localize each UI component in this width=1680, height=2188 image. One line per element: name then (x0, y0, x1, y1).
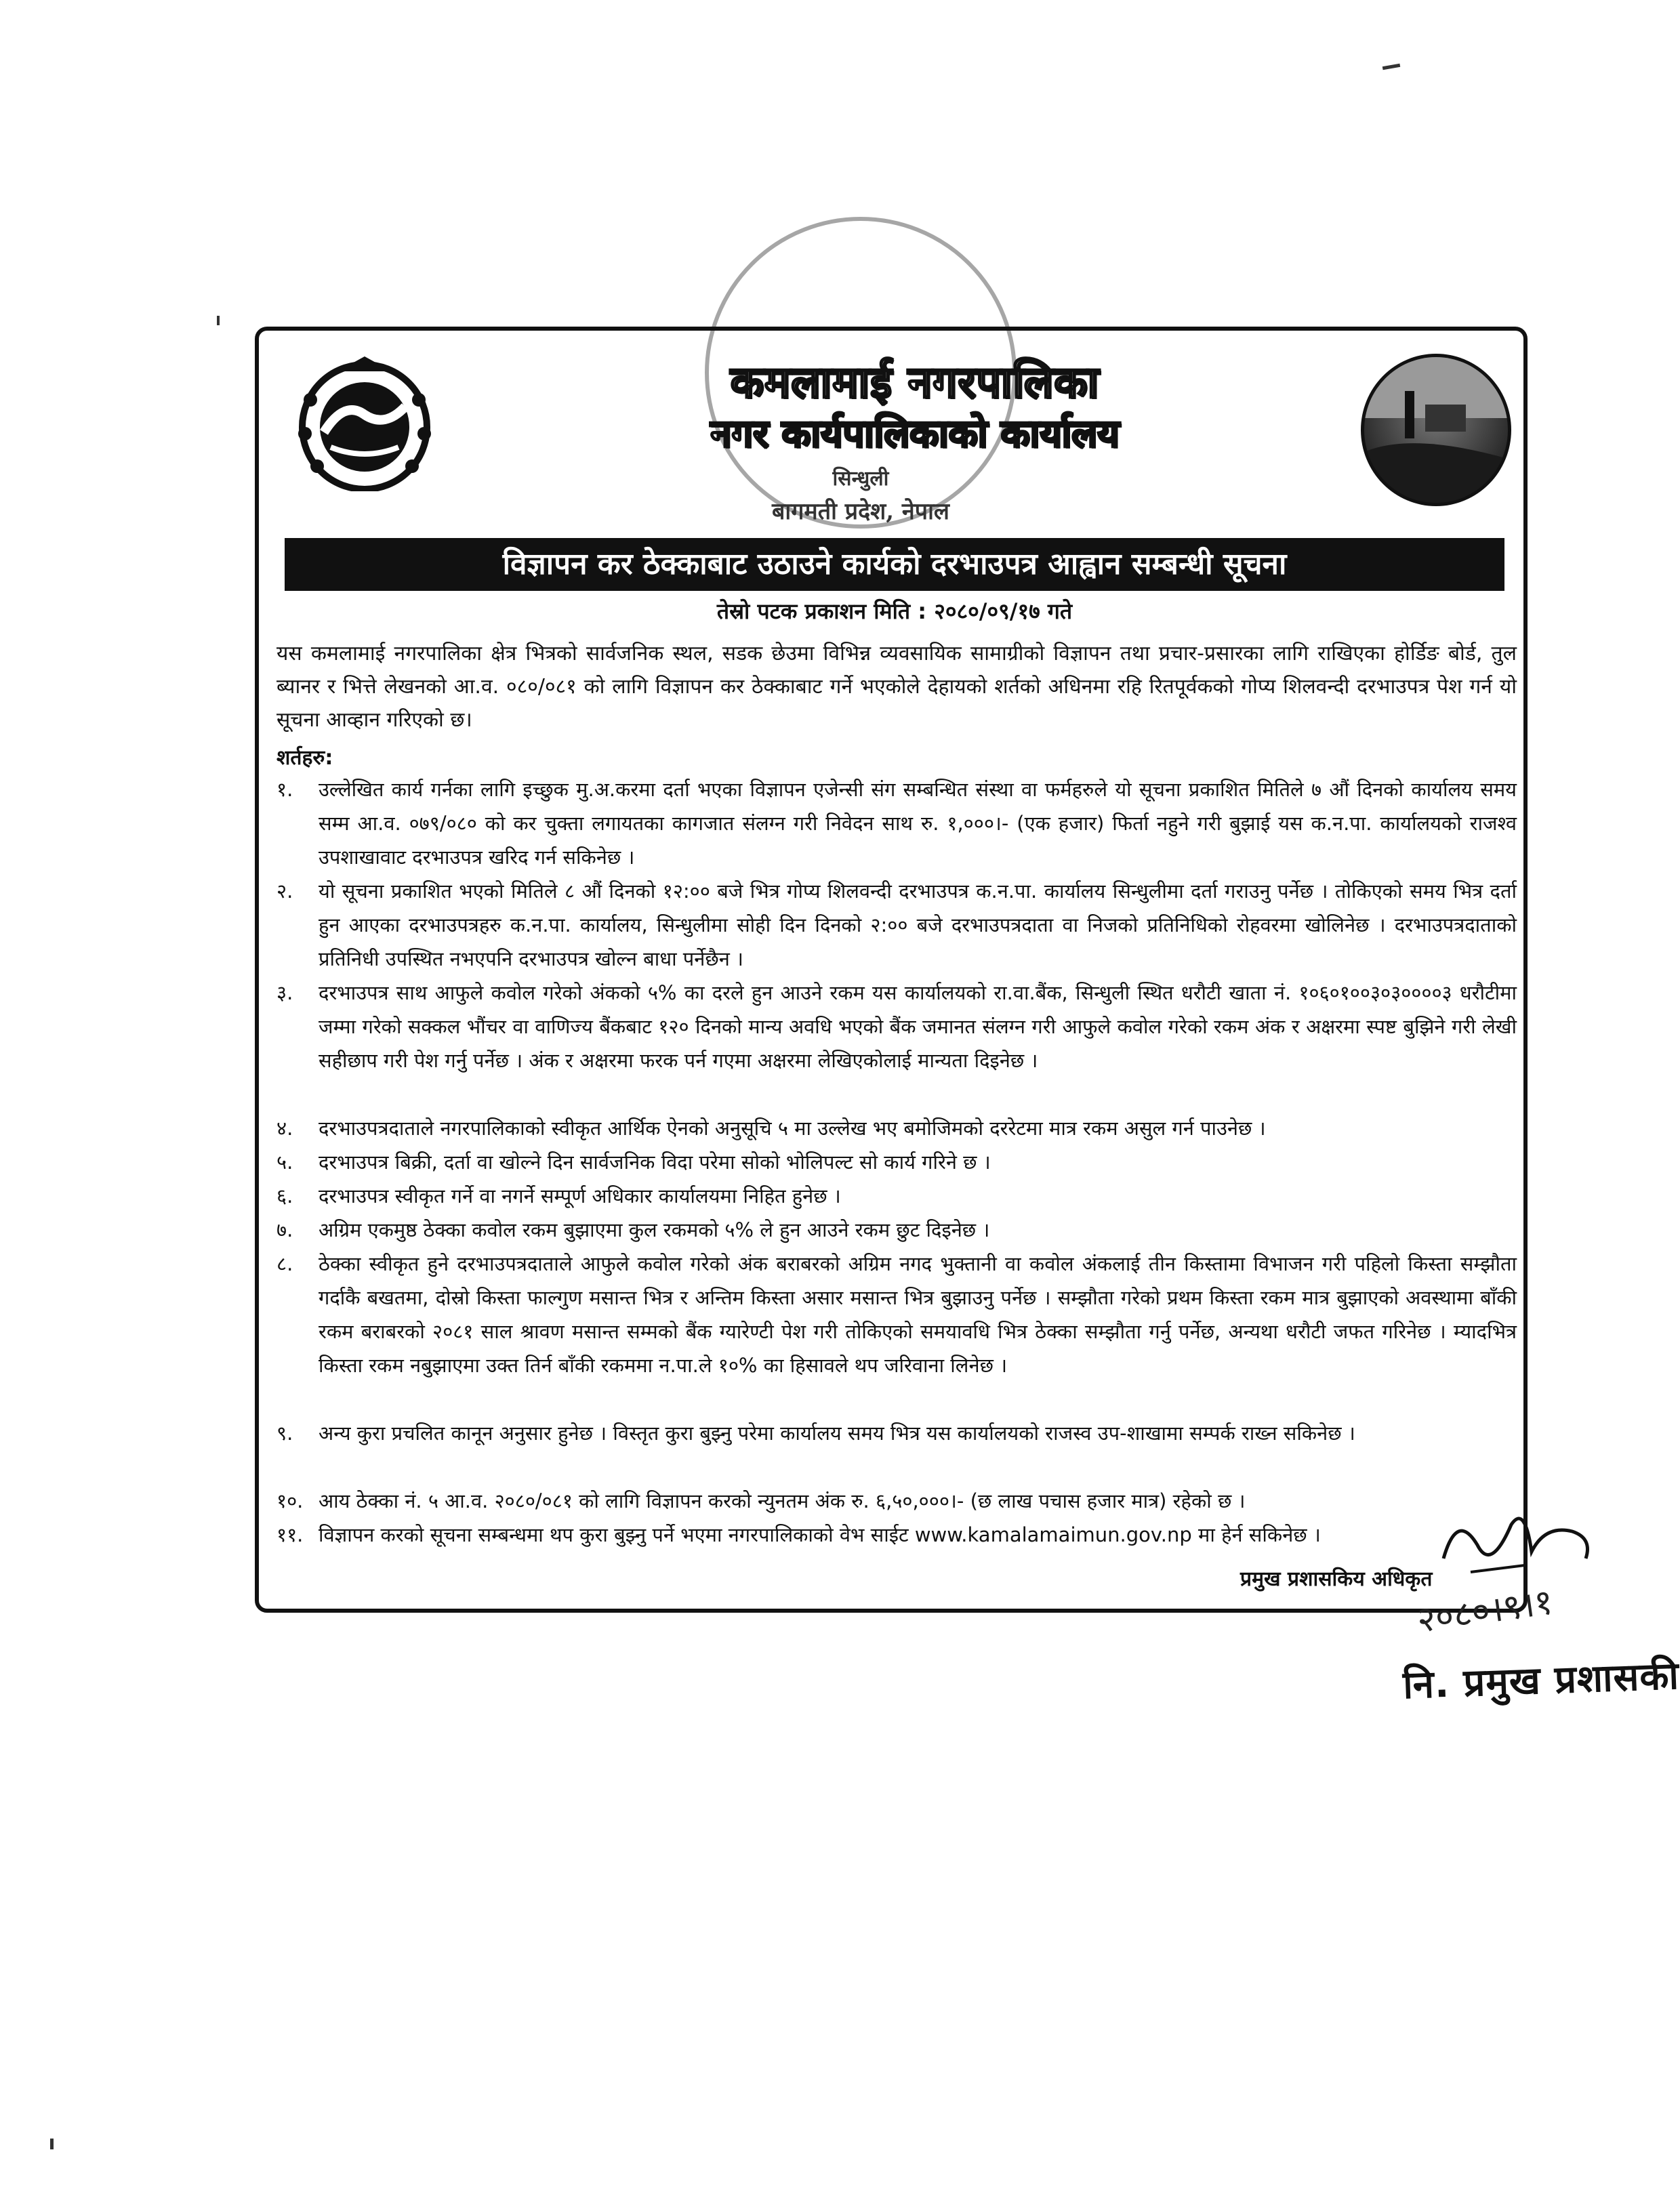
condition-number: ७. (276, 1218, 293, 1241)
condition-number: ४. (276, 1117, 293, 1140)
scan-mark (217, 316, 220, 325)
scan-mark (1382, 64, 1400, 70)
office-name: नगर कार्यपालिकाको कार्यालय (710, 412, 1120, 456)
notice-intro: यस कमलामाई नगरपालिका क्षेत्र भित्रको सार्वजनिक स्थल, सडक छेउमा विभिन्न व्यवसायिक सामाग्रीको विज्ञापन तथा प्रचार-प्रसारका लागि राखिएका होर्डिङ बोर्ड, तुल ब्यानर र भित्ते लेखनको आ.व. ०८०/०८१ को लागि विज्ञापन कर ठेक्काबाट गर्ने भएकोले देहायको शर्तको अधिनमा रहि रितपूर्वकको गोप्य शिलवन्दी दरभाउपत्र पेश गर्न यो सूचना आव्हान गरिएको छ। (276, 642, 1517, 732)
municipality-name: कमलामाई नगरपालिका (730, 358, 1100, 408)
condition-text: उल्लेखित कार्य गर्नका लागि इच्छुक मु.अ.करमा दर्ता भएका विज्ञापन एजेन्सी संग सम्बन्धित संस्था वा फर्महरुले यो सूचना प्रकाशित मितिले ७ औं दिनको कार्यालय समय सम्म आ.व. ०७९/०८० को कर चुक्ता लगायतका कागजात संलग्न गरी निवेदन साथ रु. १,०००।- (एक हजार) फिर्ता नहुने गरी बुझाई यस क.न.पा. कार्यालयको राजश्व उपशाखावाट दरभाउपत्र खरिद गर्न सकिनेछ । (319, 778, 1517, 869)
condition-item (276, 976, 1517, 1077)
condition-number: ९. (276, 1422, 293, 1445)
condition-text: दरभाउपत्रदाताले नगरपालिकाको स्वीकृत आर्थिक ऐनको अनुसूचि ५ मा उल्लेख भए बमोजिमको दररेटमा मात्र रकम असुल गर्न पाउनेछ । (319, 1117, 1266, 1140)
condition-text: यो सूचना प्रकाशित भएको मितिले ८ औं दिनको १२:०० बजे भित्र गोप्य शिलवन्दी दरभाउपत्र क.न.पा. कार्यालय सिन्धुलीमा दर्ता गराउनु पर्नेछ । तोकिएको समय भित्र दर्ता हुन आएका दरभाउपत्रहरु क.न.पा. कार्यालय, सिन्धुलीमा सोही दिन दिनको २:०० बजे दरभाउपत्रदाता वा निजको प्रतिनिधिको रोहवरमा खोलिनेछ । दरभाउपत्रदाताको प्रतिनिधी उपस्थित नभएपनि दरभाउपत्र खोल्न बाधा पर्नेछैन । (319, 880, 1517, 970)
condition-item (276, 1518, 1517, 1552)
condition-item (276, 874, 1517, 976)
scan-mark (50, 2139, 54, 2149)
condition-item (276, 1213, 1517, 1247)
province-country: बागमती प्रदेश, नेपाल (772, 498, 949, 525)
condition-text: विज्ञापन करको सूचना सम्बन्धमा थप कुरा बुझ्नु पर्ने भएमा नगरपालिकाको वेभ साईट www.kamalamaimun.gov.np मा हेर्न सकिनेछ । (319, 1523, 1321, 1546)
district-name: सिन्धुली (832, 467, 889, 491)
condition-text: दरभाउपत्र साथ आफुले कवोल गरेको अंकको ५% का दरले हुन आउने रकम यस कार्यालयको रा.वा.बैंक, सिन्धुली स्थित धरौटी खाता नं. १०६०१००३०३००००३ धरौटीमा जम्मा गरेको सक्कल भौंचर वा वाणिज्य बैंकबाट १२० दिनको मान्य अवधि भएको बैंक जमानत संलग्न गरी आफुले कवोल गरेको रकम अंक र अक्षरमा स्पष्ट बुझिने गरी लेखी सहीछाप गरी पेश गर्नु पर्नेछ । अंक र अक्षरमा फरक पर्न गएमा अक्षरमा लेखिएकोलाई मान्यता दिइनेछ । (319, 981, 1517, 1072)
condition-item (276, 1179, 1517, 1213)
condition-text: आय ठेक्का नं. ५ आ.व. २०८०/०८१ को लागि विज्ञापन करको न्युनतम अंक रु. ६,५०,०००।- (छ लाख पचास हजार मात्र) रहेको छ । (319, 1489, 1246, 1512)
condition-number: ११. (276, 1523, 304, 1546)
publication-date: तेस्रो पटक प्रकाशन मिति : २०८०/०९/१७ गते (716, 598, 1073, 624)
condition-number: ६. (276, 1184, 293, 1207)
condition-text: अन्य कुरा प्रचलित कानून अनुसार हुनेछ । विस्तृत कुरा बुझ्नु परेमा कार्यालय समय भित्र यस कार्यालयको राजस्व उप-शाखामा सम्पर्क राख्न सकिनेछ । (319, 1422, 1355, 1445)
condition-number: ५. (276, 1151, 293, 1174)
condition-item (276, 1247, 1517, 1382)
officer-title: प्रमुख प्रशासकिय अधिकृत (1240, 1567, 1433, 1591)
conditions-heading: शर्तहरु: (276, 746, 333, 770)
handwritten-date: २०८०।९।१ (1414, 1582, 1556, 1641)
condition-item (276, 772, 1517, 874)
condition-number: ३. (276, 981, 293, 1004)
condition-item (276, 1111, 1517, 1145)
notice-title: विज्ञापन कर ठेक्काबाट उठाउने कार्यको दरभाउपत्र आह्वान सम्बन्धी सूचना (285, 538, 1504, 591)
condition-item (276, 1145, 1517, 1179)
seal-text: नि. प्रमुख प्रशासकी (1402, 1653, 1680, 1708)
condition-text: दरभाउपत्र स्वीकृत गर्ने वा नगर्ने सम्पूर्ण अधिकार कार्यालयमा निहित हुनेछ । (319, 1184, 841, 1207)
condition-text: ठेक्का स्वीकृत हुने दरभाउपत्रदाताले आफुले कवोल गरेको अंक बराबरको अग्रिम नगद भुक्तानी वा कवोल अंकलाई तीन किस्तामा विभाजन गरी पहिलो किस्ता सम्झौता गर्दाकै बखतमा, दोस्रो किस्ता फाल्गुण मसान्त भित्र र अन्तिम किस्ता असार मसान्त भित्र बुझाउनु पर्नेछ । सम्झौता गरेको प्रथम किस्ता रकम मात्र बुझाएको अवस्थामा बाँकी रकम बराबरको २०८१ साल श्रावण मसान्त सम्मको बैंक ग्यारेण्टी पेश गरी तोकिएको समयावधि भित्र ठेक्का सम्झौता गर्नु पर्नेछ, अन्यथा धरौटी जफत गरिनेछ । म्यादभित्र किस्ता रकम नबुझाएमा उक्त तिर्न बाँकी रकममा न.पा.ले १०% का हिसावले थप जरिवाना लिनेछ । (319, 1252, 1517, 1377)
condition-number: २. (276, 880, 293, 903)
condition-item (276, 1484, 1517, 1518)
condition-text: अग्रिम एकमुष्ठ ठेक्का कवोल रकम बुझाएमा कुल रकमको ५% ले हुन आउने रकम छुट दिइनेछ । (319, 1218, 990, 1241)
condition-number: १०. (276, 1489, 304, 1512)
condition-item (276, 1416, 1517, 1450)
condition-number: १. (276, 778, 293, 801)
condition-text: दरभाउपत्र बिक्री, दर्ता वा खोल्ने दिन सार्वजनिक विदा परेमा सोको भोलिपल्ट सो कार्य गरिने छ । (319, 1151, 991, 1174)
condition-number: ८. (276, 1252, 293, 1275)
